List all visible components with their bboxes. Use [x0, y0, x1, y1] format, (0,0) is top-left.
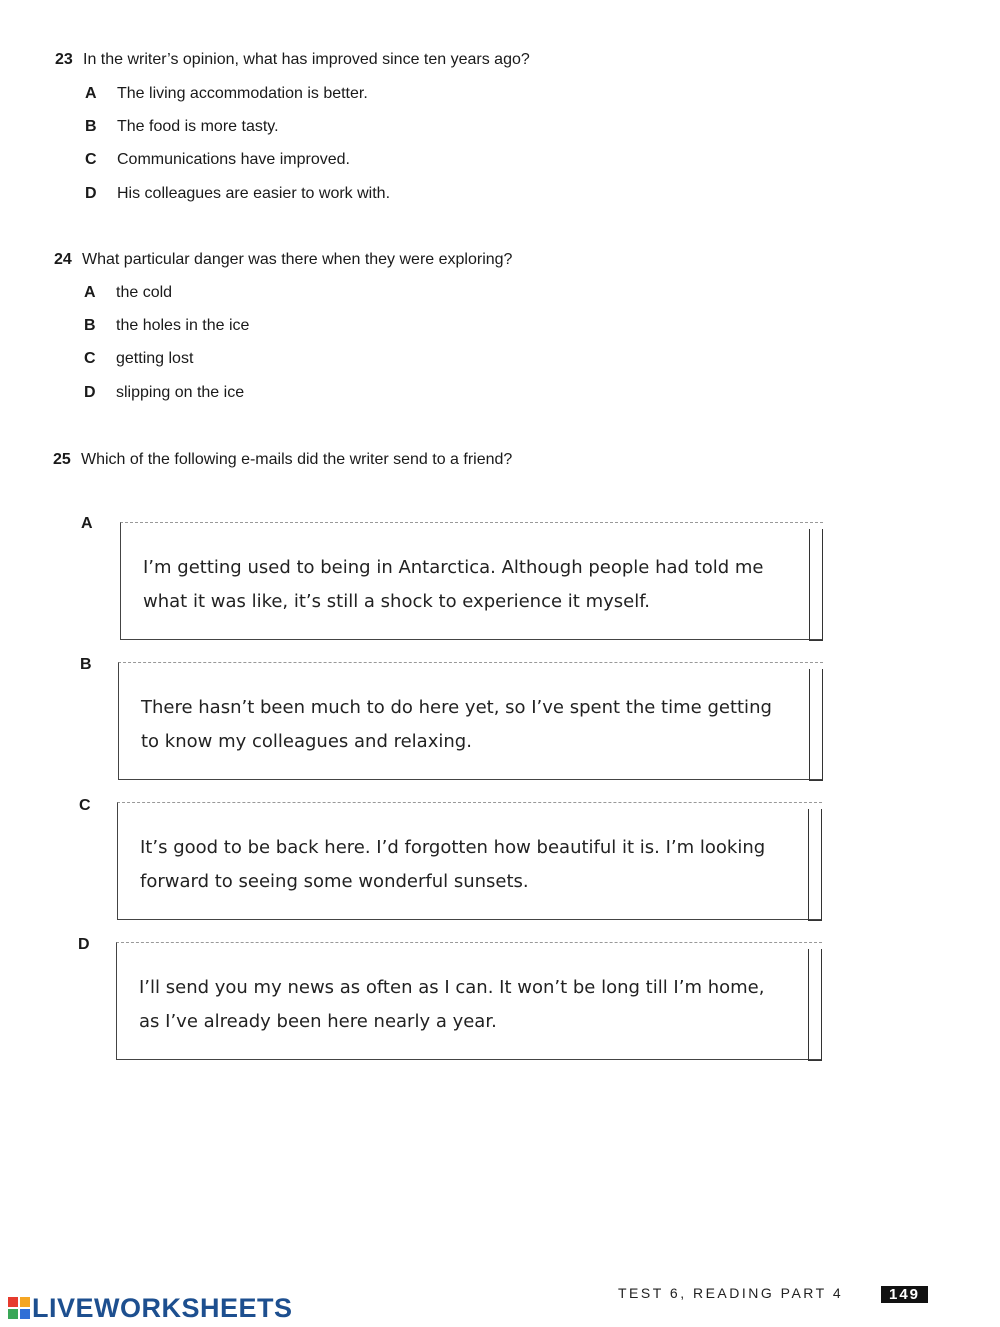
- question-text: In the writer’s opinion, what has improved since ten years ago?: [83, 51, 530, 68]
- question-number: 23: [55, 51, 73, 68]
- email-option-letter-a: A: [81, 515, 93, 532]
- email-box-border: [808, 949, 822, 1061]
- question-24-heading: [54, 251, 512, 269]
- email-option-d[interactable]: [116, 942, 822, 1060]
- question-23-heading: [55, 51, 530, 69]
- email-option-letter-b: B: [80, 656, 92, 673]
- option-letter: B: [84, 317, 96, 334]
- email-option-letter-d: D: [78, 936, 90, 953]
- option-text: getting lost: [116, 350, 194, 367]
- email-text: I’ll send you my news as often as I can. It won’t be long till I’m home, as I’ve already been here nearly a year.: [139, 977, 765, 1032]
- question-text: What particular danger was there when they were exploring?: [82, 251, 513, 268]
- option-letter: D: [84, 384, 96, 401]
- option-text: the cold: [116, 284, 173, 301]
- option-letter: C: [85, 151, 97, 168]
- question-25-heading: [53, 451, 512, 469]
- email-option-letter-c: C: [79, 797, 91, 814]
- option-letter: B: [85, 118, 97, 135]
- option-letter: A: [85, 85, 97, 102]
- question-number: 24: [54, 251, 72, 268]
- question-text: Which of the following e-mails did the writer send to a friend?: [81, 451, 513, 468]
- option-text: The living accommodation is better.: [117, 85, 368, 102]
- email-option-a[interactable]: [120, 522, 823, 640]
- option-text: slipping on the ice: [116, 384, 245, 401]
- option-letter: C: [84, 350, 96, 367]
- option-text: The food is more tasty.: [117, 118, 279, 135]
- option-letter: D: [85, 185, 97, 202]
- option-letter: A: [84, 284, 96, 301]
- option-text: Communications have improved.: [117, 151, 350, 168]
- email-text: It’s good to be back here. I’d forgotten how beautiful it is. I’m looking forward to seeing some wonderful sunsets.: [140, 837, 766, 892]
- page-footer-label: TEST 6, READING PART 4: [618, 1285, 844, 1301]
- option-text: the holes in the ice: [116, 317, 250, 334]
- email-text: I’m getting used to being in Antarctica. Although people had told me what it was like, it’s still a shock to experience it myself.: [143, 557, 764, 612]
- email-option-c[interactable]: [117, 802, 822, 920]
- email-box-border: [809, 669, 823, 781]
- email-box-border: [809, 529, 823, 641]
- email-option-b[interactable]: [118, 662, 823, 780]
- option-text: His colleagues are easier to work with.: [117, 185, 391, 202]
- brand-name: LIVEWORKSHEETS: [32, 1293, 293, 1323]
- liveworksheets-logo-icon: [8, 1297, 30, 1319]
- email-text: There hasn’t been much to do here yet, so I’ve spent the time getting to know my colleagues and relaxing.: [141, 697, 772, 752]
- page-number: 149: [881, 1286, 928, 1303]
- question-number: 25: [53, 451, 71, 468]
- email-box-border: [808, 809, 822, 921]
